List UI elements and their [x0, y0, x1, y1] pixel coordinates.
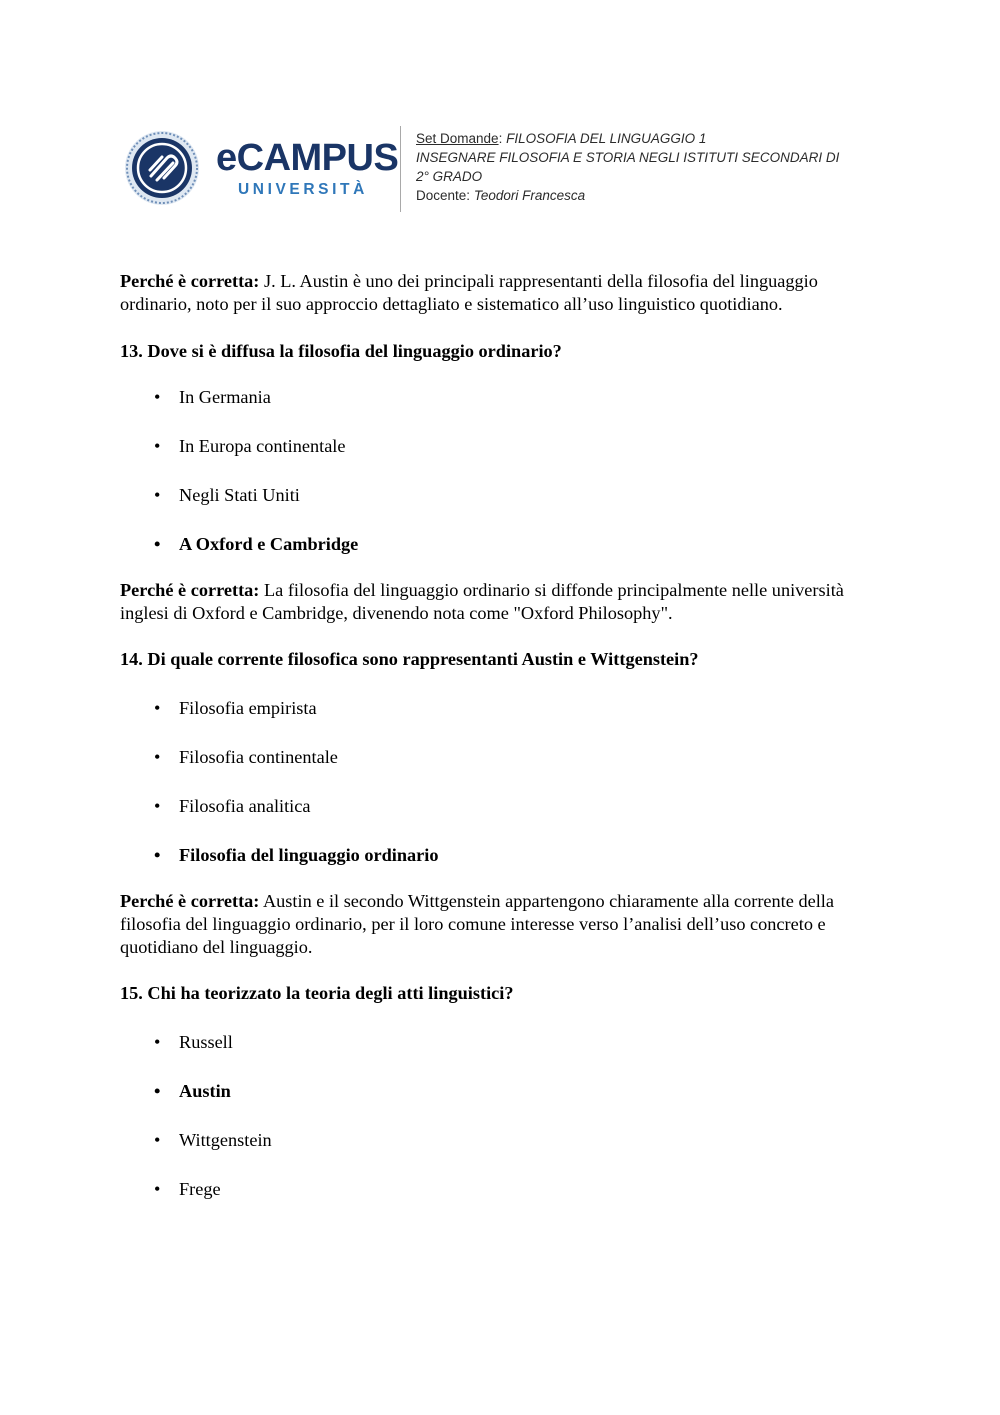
question-15-options [120, 1031, 880, 1201]
brand-subtitle: UNIVERSITÀ [238, 181, 368, 198]
explanation-label: Perché è corretta: [120, 580, 260, 600]
option: • Russell [120, 1031, 880, 1054]
option: • In Germania [120, 386, 880, 409]
question-14-options [120, 697, 880, 867]
explanation-text: Austin e il secondo Wittgenstein appartengono chiaramente alla corrente della filosofia del linguaggio ordinario, per il loro comune interesse verso l’analisi dell’uso concreto e quotidiano del linguaggio. [120, 891, 834, 957]
document-header [124, 126, 924, 216]
course-info [416, 129, 896, 205]
brand-name: eCAMPUS [216, 137, 399, 179]
course-line-2: 2° GRADO [416, 169, 483, 184]
explanation-label: Perché è corretta: [120, 891, 260, 911]
option: • Filosofia empirista [120, 697, 880, 720]
question-13-explanation [120, 579, 880, 625]
teacher-label: Docente: [416, 188, 471, 203]
explanation-text: La filosofia del linguaggio ordinario si diffonde principalmente nelle università inglesi di Oxford e Cambridge, divenendo nota come "Oxford Philosophy". [120, 580, 844, 623]
question-15-title: 15. Chi ha teorizzato la teoria degli atti linguistici? [120, 983, 514, 1003]
option: • Frege [120, 1178, 880, 1201]
question-14-title: 14. Di quale corrente filosofica sono rappresentanti Austin e Wittgenstein? [120, 649, 699, 669]
teacher-line [416, 186, 896, 205]
brand-wordmark [216, 136, 398, 199]
teacher-value: Teodori Francesca [473, 188, 586, 203]
option-correct: • Filosofia del linguaggio ordinario [120, 844, 880, 867]
set-label: Set Domande [416, 131, 499, 146]
option: • In Europa continentale [120, 435, 880, 458]
set-line: Set Domande: FILOSOFIA DEL LINGUAGGIO 1 [416, 131, 707, 146]
option: • Wittgenstein [120, 1129, 880, 1152]
document-body [120, 270, 880, 1201]
question-13-options [120, 386, 880, 556]
explanation-text: J. L. Austin è uno dei principali rappresentanti della filosofia del linguaggio ordinario, noto per il suo approccio dettagliato e sistematico all’uso linguistico quotidiano. [120, 271, 818, 314]
option: • Negli Stati Uniti [120, 484, 880, 507]
ecampus-logo-icon [124, 130, 200, 206]
explanation-label: Perché è corretta: [120, 271, 260, 291]
set-value: FILOSOFIA DEL LINGUAGGIO 1 [506, 131, 707, 146]
option-correct: • A Oxford e Cambridge [120, 533, 880, 556]
intro-explanation [120, 270, 880, 316]
option: • Filosofia continentale [120, 746, 880, 769]
option-correct: • Austin [120, 1080, 880, 1103]
header-divider [400, 126, 401, 212]
course-line-1: INSEGNARE FILOSOFIA E STORIA NEGLI ISTITUTI SECONDARI DI [416, 150, 840, 165]
question-13-title: 13. Dove si è diffusa la filosofia del linguaggio ordinario? [120, 341, 562, 361]
option: • Filosofia analitica [120, 795, 880, 818]
question-14-explanation [120, 890, 880, 959]
